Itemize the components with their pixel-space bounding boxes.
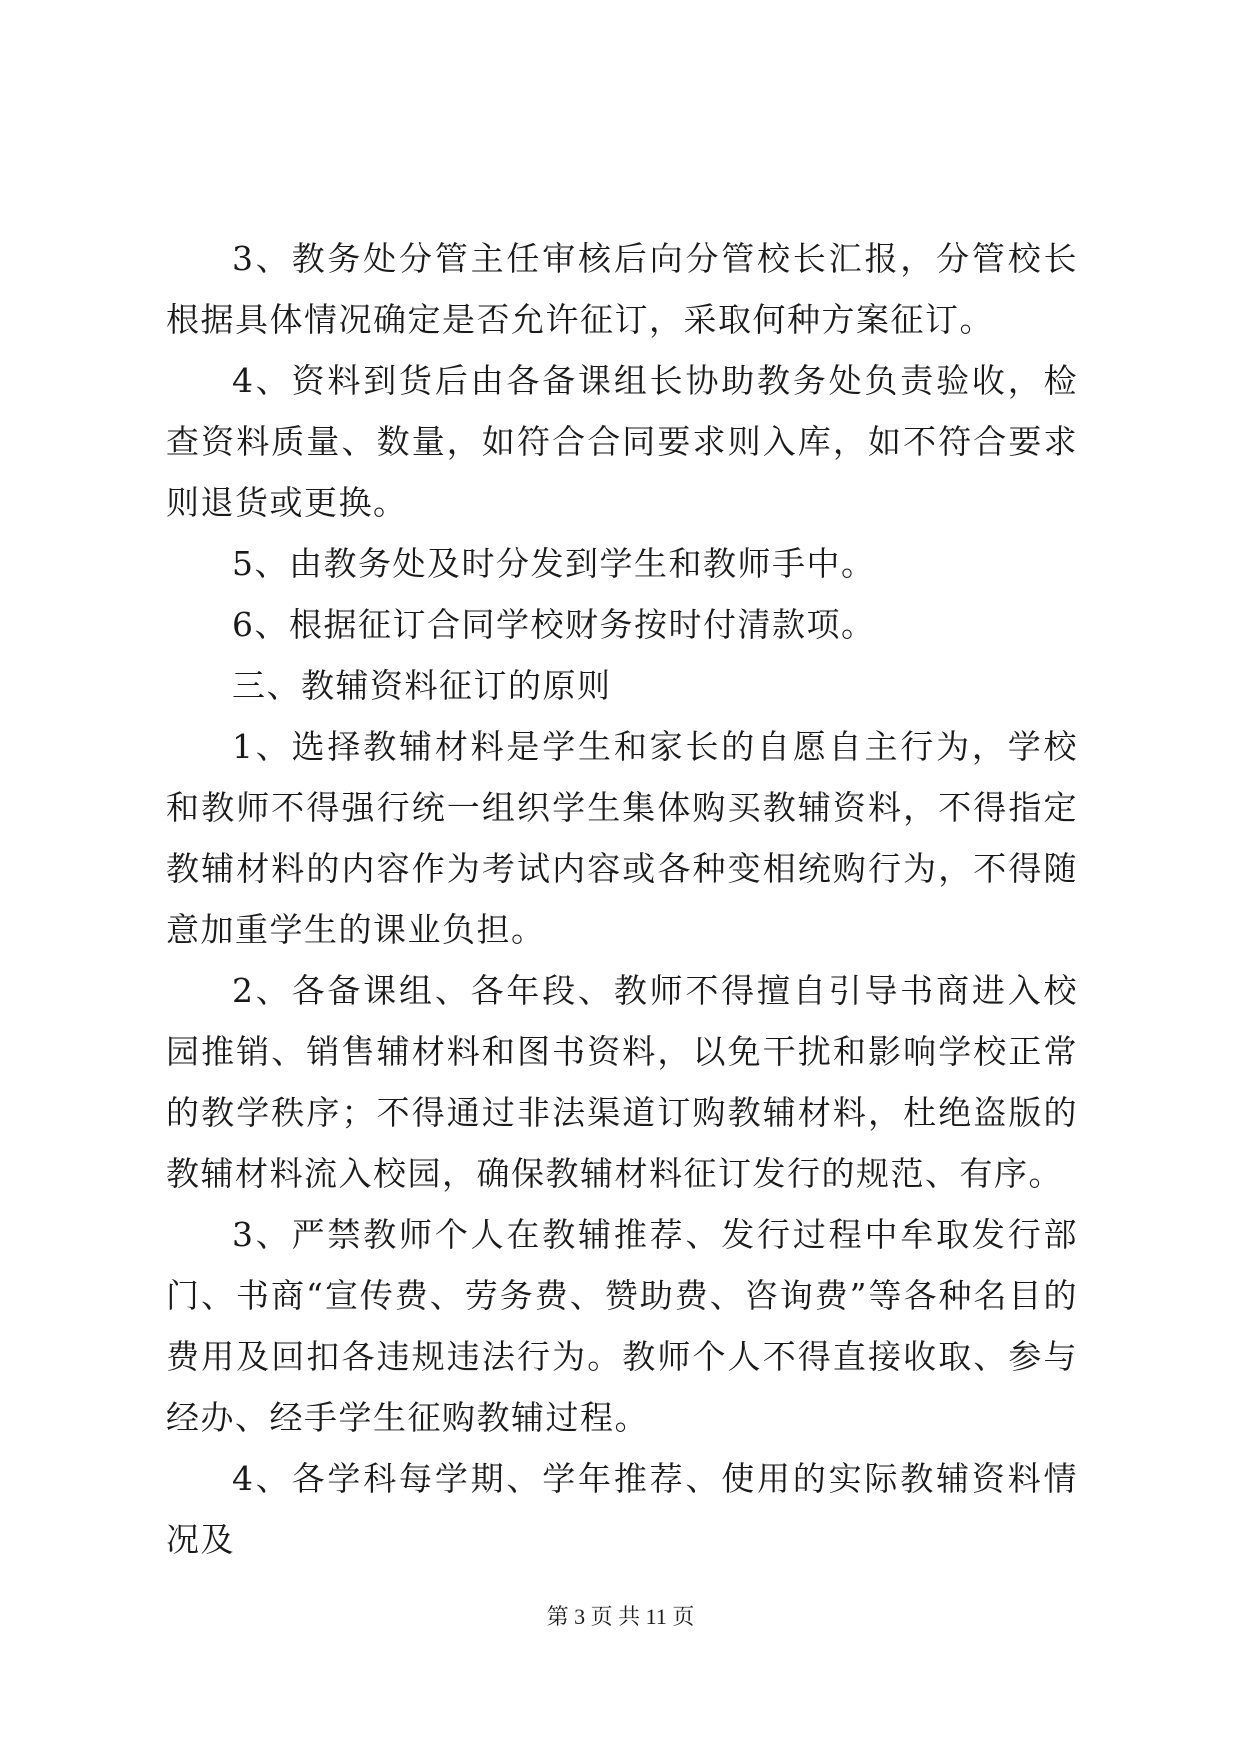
paragraph-6: 6、根据征订合同学校财务按时付清款项。 bbox=[232, 605, 876, 644]
document-body bbox=[166, 228, 1078, 1570]
principle-3: 3、严禁教师个人在教辅推荐、发行过程中牟取发行部门、书商“宣传费、劳务费、赞助费、咨询费”等各种名目的费用及回扣各违规违法行为。教师个人不得直接收取、参与经办、经手学生征购教辅过程。 bbox=[166, 1215, 1078, 1437]
principle-1: 1、选择教辅材料是学生和家长的自愿自主行为，学校和教师不得强行统一组织学生集体购买教辅资料，不得指定教辅材料的内容作为考试内容或各种变相统购行为，不得随意加重学生的课业负担。 bbox=[166, 727, 1078, 949]
paragraph-5: 5、由教务处及时分发到学生和教师手中。 bbox=[232, 544, 876, 583]
principle-4: 4、各学科每学期、学年推荐、使用的实际教辅资料情况及 bbox=[166, 1459, 1078, 1559]
principle-2: 2、各备课组、各年段、教师不得擅自引导书商进入校园推销、销售辅材料和图书资料，以免干扰和影响学校正常的教学秩序；不得通过非法渠道订购教辅材料，杜绝盗版的教辅材料流入校园，确保教辅材料征订发行的规范、有序。 bbox=[166, 971, 1078, 1193]
paragraph-4: 4、资料到货后由各备课组长协助教务处负责验收，检查资料质量、数量，如符合合同要求则入库，如不符合要求则退货或更换。 bbox=[166, 361, 1078, 522]
paragraph-3: 3、教务处分管主任审核后向分管校长汇报，分管校长根据具体情况确定是否允许征订，采取何种方案征订。 bbox=[166, 239, 1078, 339]
section-heading: 三、教辅资料征订的原则 bbox=[232, 666, 612, 705]
page-number-footer: 第 3 页 共 11 页 bbox=[546, 1604, 695, 1629]
